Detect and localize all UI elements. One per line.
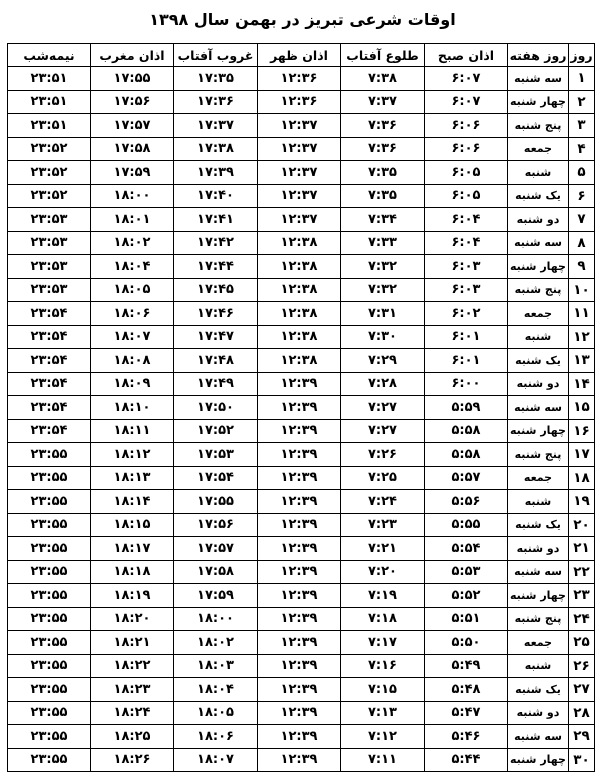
- midnight-time: ۲۳:۵۵: [8, 701, 91, 725]
- fajr-time: ۶:۰۷: [425, 67, 508, 91]
- sunrise-time: ۷:۳۲: [341, 278, 425, 302]
- maghrib-time: ۱۸:۰۲: [91, 231, 174, 255]
- sunset-time: ۱۷:۳۸: [174, 137, 258, 161]
- table-row: [8, 90, 595, 114]
- weekday: جمعه: [508, 137, 569, 161]
- day-number: ۲۷: [569, 678, 595, 702]
- midnight-time: ۲۳:۵۵: [8, 748, 91, 772]
- sunrise-time: ۷:۳۶: [341, 137, 425, 161]
- day-number: ۲۶: [569, 654, 595, 678]
- sunset-time: ۱۷:۵۹: [174, 584, 258, 608]
- fajr-time: ۵:۵۵: [425, 513, 508, 537]
- table-row: [8, 67, 595, 91]
- sunset-time: ۱۷:۴۴: [174, 255, 258, 279]
- sunrise-time: ۷:۳۸: [341, 67, 425, 91]
- dhuhr-time: ۱۲:۳۹: [258, 396, 341, 420]
- midnight-time: ۲۳:۵۵: [8, 584, 91, 608]
- dhuhr-time: ۱۲:۳۹: [258, 537, 341, 561]
- maghrib-time: ۱۸:۱۴: [91, 490, 174, 514]
- day-number: ۹: [569, 255, 595, 279]
- table-row: [8, 184, 595, 208]
- day-number: ۱۷: [569, 443, 595, 467]
- dhuhr-time: ۱۲:۳۷: [258, 208, 341, 232]
- sunrise-time: ۷:۲۴: [341, 490, 425, 514]
- sunset-time: ۱۷:۵۶: [174, 513, 258, 537]
- day-number: ۲۰: [569, 513, 595, 537]
- fajr-time: ۶:۰۵: [425, 184, 508, 208]
- table-row: [8, 631, 595, 655]
- table-row: [8, 725, 595, 749]
- page-title: اوقات شرعی تبریز در بهمن سال ۱۳۹۸: [149, 10, 456, 29]
- sunset-time: ۱۸:۰۲: [174, 631, 258, 655]
- table-row: [8, 231, 595, 255]
- dhuhr-time: ۱۲:۳۹: [258, 466, 341, 490]
- maghrib-time: ۱۸:۱۵: [91, 513, 174, 537]
- dhuhr-time: ۱۲:۳۹: [258, 701, 341, 725]
- table-row: [8, 137, 595, 161]
- dhuhr-time: ۱۲:۳۹: [258, 443, 341, 467]
- day-number: ۱۶: [569, 419, 595, 443]
- dhuhr-time: ۱۲:۳۹: [258, 584, 341, 608]
- fajr-time: ۶:۰۱: [425, 325, 508, 349]
- sunrise-time: ۷:۱۲: [341, 725, 425, 749]
- sunrise-time: ۷:۳۶: [341, 114, 425, 138]
- maghrib-time: ۱۸:۰۴: [91, 255, 174, 279]
- fajr-time: ۵:۵۴: [425, 537, 508, 561]
- dhuhr-time: ۱۲:۳۹: [258, 560, 341, 584]
- weekday: چهار شنبه: [508, 748, 569, 772]
- day-number: ۱۱: [569, 302, 595, 326]
- weekday: سه شنبه: [508, 67, 569, 91]
- weekday: جمعه: [508, 466, 569, 490]
- midnight-time: ۲۳:۵۴: [8, 349, 91, 373]
- sunrise-time: ۷:۳۲: [341, 255, 425, 279]
- header-weekday: روز هفته: [508, 44, 569, 67]
- maghrib-time: ۱۸:۱۹: [91, 584, 174, 608]
- midnight-time: ۲۳:۵۵: [8, 678, 91, 702]
- dhuhr-time: ۱۲:۳۹: [258, 725, 341, 749]
- sunrise-time: ۷:۲۹: [341, 349, 425, 373]
- day-number: ۲۱: [569, 537, 595, 561]
- sunrise-time: ۷:۱۹: [341, 584, 425, 608]
- maghrib-time: ۱۸:۱۰: [91, 396, 174, 420]
- maghrib-time: ۱۸:۱۱: [91, 419, 174, 443]
- table-row: [8, 419, 595, 443]
- header-midnight: نیمه‌شب: [8, 44, 91, 67]
- maghrib-time: ۱۸:۲۳: [91, 678, 174, 702]
- fajr-time: ۶:۰۴: [425, 208, 508, 232]
- maghrib-time: ۱۷:۵۵: [91, 67, 174, 91]
- midnight-time: ۲۳:۵۵: [8, 631, 91, 655]
- table-row: [8, 208, 595, 232]
- sunrise-time: ۷:۲۸: [341, 372, 425, 396]
- day-number: ۱۰: [569, 278, 595, 302]
- midnight-time: ۲۳:۵۵: [8, 560, 91, 584]
- maghrib-time: ۱۸:۰۸: [91, 349, 174, 373]
- table-row: [8, 443, 595, 467]
- dhuhr-time: ۱۲:۳۷: [258, 137, 341, 161]
- sunrise-time: ۷:۲۳: [341, 513, 425, 537]
- fajr-time: ۵:۵۲: [425, 584, 508, 608]
- maghrib-time: ۱۸:۲۶: [91, 748, 174, 772]
- weekday: چهار شنبه: [508, 419, 569, 443]
- day-number: ۲۵: [569, 631, 595, 655]
- sunrise-time: ۷:۱۳: [341, 701, 425, 725]
- maghrib-time: ۱۸:۲۰: [91, 607, 174, 631]
- dhuhr-time: ۱۲:۳۷: [258, 184, 341, 208]
- midnight-time: ۲۳:۵۵: [8, 490, 91, 514]
- dhuhr-time: ۱۲:۳۸: [258, 278, 341, 302]
- fajr-time: ۵:۵۱: [425, 607, 508, 631]
- weekday: پنج شنبه: [508, 607, 569, 631]
- midnight-time: ۲۳:۵۳: [8, 255, 91, 279]
- midnight-time: ۲۳:۵۵: [8, 443, 91, 467]
- midnight-time: ۲۳:۵۲: [8, 184, 91, 208]
- sunrise-time: ۷:۱۷: [341, 631, 425, 655]
- day-number: ۵: [569, 161, 595, 185]
- sunrise-time: ۷:۱۶: [341, 654, 425, 678]
- fajr-time: ۶:۰۶: [425, 114, 508, 138]
- sunset-time: ۱۷:۴۱: [174, 208, 258, 232]
- midnight-time: ۲۳:۵۵: [8, 725, 91, 749]
- fajr-time: ۵:۵۸: [425, 419, 508, 443]
- weekday: شنبه: [508, 161, 569, 185]
- sunset-time: ۱۷:۳۶: [174, 90, 258, 114]
- fajr-time: ۵:۵۰: [425, 631, 508, 655]
- day-number: ۱: [569, 67, 595, 91]
- header-fajr: اذان صبح: [425, 44, 508, 67]
- table-row: [8, 701, 595, 725]
- day-number: ۲۸: [569, 701, 595, 725]
- weekday: یک شنبه: [508, 513, 569, 537]
- dhuhr-time: ۱۲:۳۸: [258, 231, 341, 255]
- maghrib-time: ۱۸:۰۶: [91, 302, 174, 326]
- day-number: ۶: [569, 184, 595, 208]
- table-row: [8, 513, 595, 537]
- header-row: [8, 44, 595, 67]
- maghrib-time: ۱۸:۱۷: [91, 537, 174, 561]
- fajr-time: ۵:۴۹: [425, 654, 508, 678]
- fajr-time: ۶:۰۶: [425, 137, 508, 161]
- sunset-time: ۱۷:۴۸: [174, 349, 258, 373]
- sunset-time: ۱۷:۴۶: [174, 302, 258, 326]
- prayer-times-table: [7, 43, 595, 772]
- fajr-time: ۵:۴۸: [425, 678, 508, 702]
- table-row: [8, 466, 595, 490]
- day-number: ۲۳: [569, 584, 595, 608]
- header-sunrise: طلوع آفتاب: [341, 44, 425, 67]
- table-row: [8, 490, 595, 514]
- sunset-time: ۱۷:۵۰: [174, 396, 258, 420]
- sunrise-time: ۷:۱۱: [341, 748, 425, 772]
- day-number: ۴: [569, 137, 595, 161]
- midnight-time: ۲۳:۵۱: [8, 114, 91, 138]
- dhuhr-time: ۱۲:۳۹: [258, 513, 341, 537]
- maghrib-time: ۱۷:۵۸: [91, 137, 174, 161]
- maghrib-time: ۱۸:۲۵: [91, 725, 174, 749]
- sunrise-time: ۷:۲۵: [341, 466, 425, 490]
- sunset-time: ۱۸:۰۶: [174, 725, 258, 749]
- sunset-time: ۱۷:۵۴: [174, 466, 258, 490]
- table-row: [8, 607, 595, 631]
- maghrib-time: ۱۸:۱۸: [91, 560, 174, 584]
- dhuhr-time: ۱۲:۳۸: [258, 302, 341, 326]
- maghrib-time: ۱۷:۵۷: [91, 114, 174, 138]
- day-number: ۲۹: [569, 725, 595, 749]
- day-number: ۱۲: [569, 325, 595, 349]
- fajr-time: ۶:۰۳: [425, 255, 508, 279]
- maghrib-time: ۱۸:۲۲: [91, 654, 174, 678]
- sunrise-time: ۷:۲۷: [341, 396, 425, 420]
- maghrib-time: ۱۸:۲۱: [91, 631, 174, 655]
- fajr-time: ۶:۰۷: [425, 90, 508, 114]
- sunrise-time: ۷:۲۰: [341, 560, 425, 584]
- sunrise-time: ۷:۲۷: [341, 419, 425, 443]
- midnight-time: ۲۳:۵۵: [8, 607, 91, 631]
- midnight-time: ۲۳:۵۵: [8, 466, 91, 490]
- sunset-time: ۱۷:۵۷: [174, 537, 258, 561]
- fajr-time: ۶:۰۰: [425, 372, 508, 396]
- weekday: دو شنبه: [508, 701, 569, 725]
- sunset-time: ۱۷:۴۹: [174, 372, 258, 396]
- weekday: چهار شنبه: [508, 90, 569, 114]
- dhuhr-time: ۱۲:۳۶: [258, 90, 341, 114]
- sunset-time: ۱۸:۰۰: [174, 607, 258, 631]
- sunset-time: ۱۷:۴۷: [174, 325, 258, 349]
- dhuhr-time: ۱۲:۳۹: [258, 419, 341, 443]
- weekday: جمعه: [508, 631, 569, 655]
- table-row: [8, 748, 595, 772]
- weekday: پنج شنبه: [508, 278, 569, 302]
- midnight-time: ۲۳:۵۱: [8, 90, 91, 114]
- midnight-time: ۲۳:۵۴: [8, 325, 91, 349]
- weekday: یک شنبه: [508, 184, 569, 208]
- dhuhr-time: ۱۲:۳۹: [258, 748, 341, 772]
- fajr-time: ۶:۰۵: [425, 161, 508, 185]
- sunrise-time: ۷:۳۳: [341, 231, 425, 255]
- dhuhr-time: ۱۲:۳۹: [258, 631, 341, 655]
- sunrise-time: ۷:۱۸: [341, 607, 425, 631]
- table-row: [8, 114, 595, 138]
- fajr-time: ۵:۵۳: [425, 560, 508, 584]
- sunset-time: ۱۷:۵۵: [174, 490, 258, 514]
- maghrib-time: ۱۸:۰۹: [91, 372, 174, 396]
- dhuhr-time: ۱۲:۳۸: [258, 325, 341, 349]
- header-dhuhr: اذان ظهر: [258, 44, 341, 67]
- day-number: ۱۸: [569, 466, 595, 490]
- header-day: روز: [569, 44, 595, 67]
- fajr-time: ۵:۴۷: [425, 701, 508, 725]
- sunset-time: ۱۸:۰۵: [174, 701, 258, 725]
- table-row: [8, 278, 595, 302]
- maghrib-time: ۱۸:۰۵: [91, 278, 174, 302]
- table-row: [8, 372, 595, 396]
- table-row: [8, 161, 595, 185]
- sunrise-time: ۷:۳۷: [341, 90, 425, 114]
- fajr-time: ۶:۰۲: [425, 302, 508, 326]
- table-row: [8, 396, 595, 420]
- day-number: ۷: [569, 208, 595, 232]
- table-row: [8, 654, 595, 678]
- day-number: ۲۴: [569, 607, 595, 631]
- weekday: چهار شنبه: [508, 584, 569, 608]
- midnight-time: ۲۳:۵۱: [8, 67, 91, 91]
- day-number: ۱۳: [569, 349, 595, 373]
- maghrib-time: ۱۸:۲۴: [91, 701, 174, 725]
- midnight-time: ۲۳:۵۴: [8, 302, 91, 326]
- dhuhr-time: ۱۲:۳۶: [258, 67, 341, 91]
- sunset-time: ۱۷:۵۳: [174, 443, 258, 467]
- table-row: [8, 255, 595, 279]
- weekday: شنبه: [508, 490, 569, 514]
- sunset-time: ۱۷:۳۷: [174, 114, 258, 138]
- sunset-time: ۱۷:۵۲: [174, 419, 258, 443]
- day-number: ۳: [569, 114, 595, 138]
- midnight-time: ۲۳:۵۳: [8, 231, 91, 255]
- dhuhr-time: ۱۲:۳۹: [258, 372, 341, 396]
- sunrise-time: ۷:۳۵: [341, 184, 425, 208]
- weekday: شنبه: [508, 654, 569, 678]
- midnight-time: ۲۳:۵۲: [8, 161, 91, 185]
- day-number: ۱۴: [569, 372, 595, 396]
- weekday: دو شنبه: [508, 537, 569, 561]
- dhuhr-time: ۱۲:۳۷: [258, 114, 341, 138]
- midnight-time: ۲۳:۵۵: [8, 654, 91, 678]
- table-row: [8, 560, 595, 584]
- fajr-time: ۶:۰۳: [425, 278, 508, 302]
- dhuhr-time: ۱۲:۳۹: [258, 607, 341, 631]
- table-row: [8, 678, 595, 702]
- maghrib-time: ۱۷:۵۶: [91, 90, 174, 114]
- weekday: سه شنبه: [508, 231, 569, 255]
- midnight-time: ۲۳:۵۴: [8, 396, 91, 420]
- dhuhr-time: ۱۲:۳۷: [258, 161, 341, 185]
- midnight-time: ۲۳:۵۲: [8, 137, 91, 161]
- maghrib-time: ۱۷:۵۹: [91, 161, 174, 185]
- dhuhr-time: ۱۲:۳۸: [258, 349, 341, 373]
- midnight-time: ۲۳:۵۳: [8, 208, 91, 232]
- table-row: [8, 349, 595, 373]
- maghrib-time: ۱۸:۰۰: [91, 184, 174, 208]
- maghrib-time: ۱۸:۱۳: [91, 466, 174, 490]
- weekday: پنج شنبه: [508, 443, 569, 467]
- sunrise-time: ۷:۳۱: [341, 302, 425, 326]
- sunrise-time: ۷:۲۱: [341, 537, 425, 561]
- midnight-time: ۲۳:۵۳: [8, 278, 91, 302]
- table-row: [8, 325, 595, 349]
- day-number: ۲: [569, 90, 595, 114]
- midnight-time: ۲۳:۵۵: [8, 513, 91, 537]
- sunset-time: ۱۷:۵۸: [174, 560, 258, 584]
- weekday: چهار شنبه: [508, 255, 569, 279]
- weekday: یک شنبه: [508, 349, 569, 373]
- sunset-time: ۱۷:۴۲: [174, 231, 258, 255]
- midnight-time: ۲۳:۵۴: [8, 419, 91, 443]
- table-body: [8, 67, 595, 772]
- sunrise-time: ۷:۱۵: [341, 678, 425, 702]
- sunrise-time: ۷:۲۶: [341, 443, 425, 467]
- weekday: سه شنبه: [508, 560, 569, 584]
- fajr-time: ۶:۰۱: [425, 349, 508, 373]
- weekday: سه شنبه: [508, 725, 569, 749]
- fajr-time: ۵:۵۷: [425, 466, 508, 490]
- weekday: یک شنبه: [508, 678, 569, 702]
- sunset-time: ۱۸:۰۳: [174, 654, 258, 678]
- sunset-time: ۱۷:۴۰: [174, 184, 258, 208]
- dhuhr-time: ۱۲:۳۹: [258, 490, 341, 514]
- weekday: دو شنبه: [508, 372, 569, 396]
- weekday: شنبه: [508, 325, 569, 349]
- sunrise-time: ۷:۳۴: [341, 208, 425, 232]
- day-number: ۲۲: [569, 560, 595, 584]
- header-maghrib: اذان مغرب: [91, 44, 174, 67]
- weekday: جمعه: [508, 302, 569, 326]
- day-number: ۸: [569, 231, 595, 255]
- maghrib-time: ۱۸:۱۲: [91, 443, 174, 467]
- fajr-time: ۵:۴۴: [425, 748, 508, 772]
- dhuhr-time: ۱۲:۳۹: [258, 654, 341, 678]
- maghrib-time: ۱۸:۰۷: [91, 325, 174, 349]
- table-row: [8, 584, 595, 608]
- table-row: [8, 537, 595, 561]
- dhuhr-time: ۱۲:۳۹: [258, 678, 341, 702]
- weekday: دو شنبه: [508, 208, 569, 232]
- midnight-time: ۲۳:۵۵: [8, 537, 91, 561]
- header-sunset: غروب آفتاب: [174, 44, 258, 67]
- fajr-time: ۵:۵۹: [425, 396, 508, 420]
- day-number: ۱۵: [569, 396, 595, 420]
- sunrise-time: ۷:۳۵: [341, 161, 425, 185]
- sunset-time: ۱۸:۰۴: [174, 678, 258, 702]
- sunset-time: ۱۷:۳۹: [174, 161, 258, 185]
- fajr-time: ۶:۰۴: [425, 231, 508, 255]
- sunrise-time: ۷:۳۰: [341, 325, 425, 349]
- sunset-time: ۱۸:۰۷: [174, 748, 258, 772]
- weekday: سه شنبه: [508, 396, 569, 420]
- maghrib-time: ۱۸:۰۱: [91, 208, 174, 232]
- fajr-time: ۵:۴۶: [425, 725, 508, 749]
- table-row: [8, 302, 595, 326]
- dhuhr-time: ۱۲:۳۸: [258, 255, 341, 279]
- weekday: پنج شنبه: [508, 114, 569, 138]
- midnight-time: ۲۳:۵۴: [8, 372, 91, 396]
- fajr-time: ۵:۵۸: [425, 443, 508, 467]
- sunset-time: ۱۷:۳۵: [174, 67, 258, 91]
- fajr-time: ۵:۵۶: [425, 490, 508, 514]
- day-number: ۳۰: [569, 748, 595, 772]
- sunset-time: ۱۷:۴۵: [174, 278, 258, 302]
- day-number: ۱۹: [569, 490, 595, 514]
